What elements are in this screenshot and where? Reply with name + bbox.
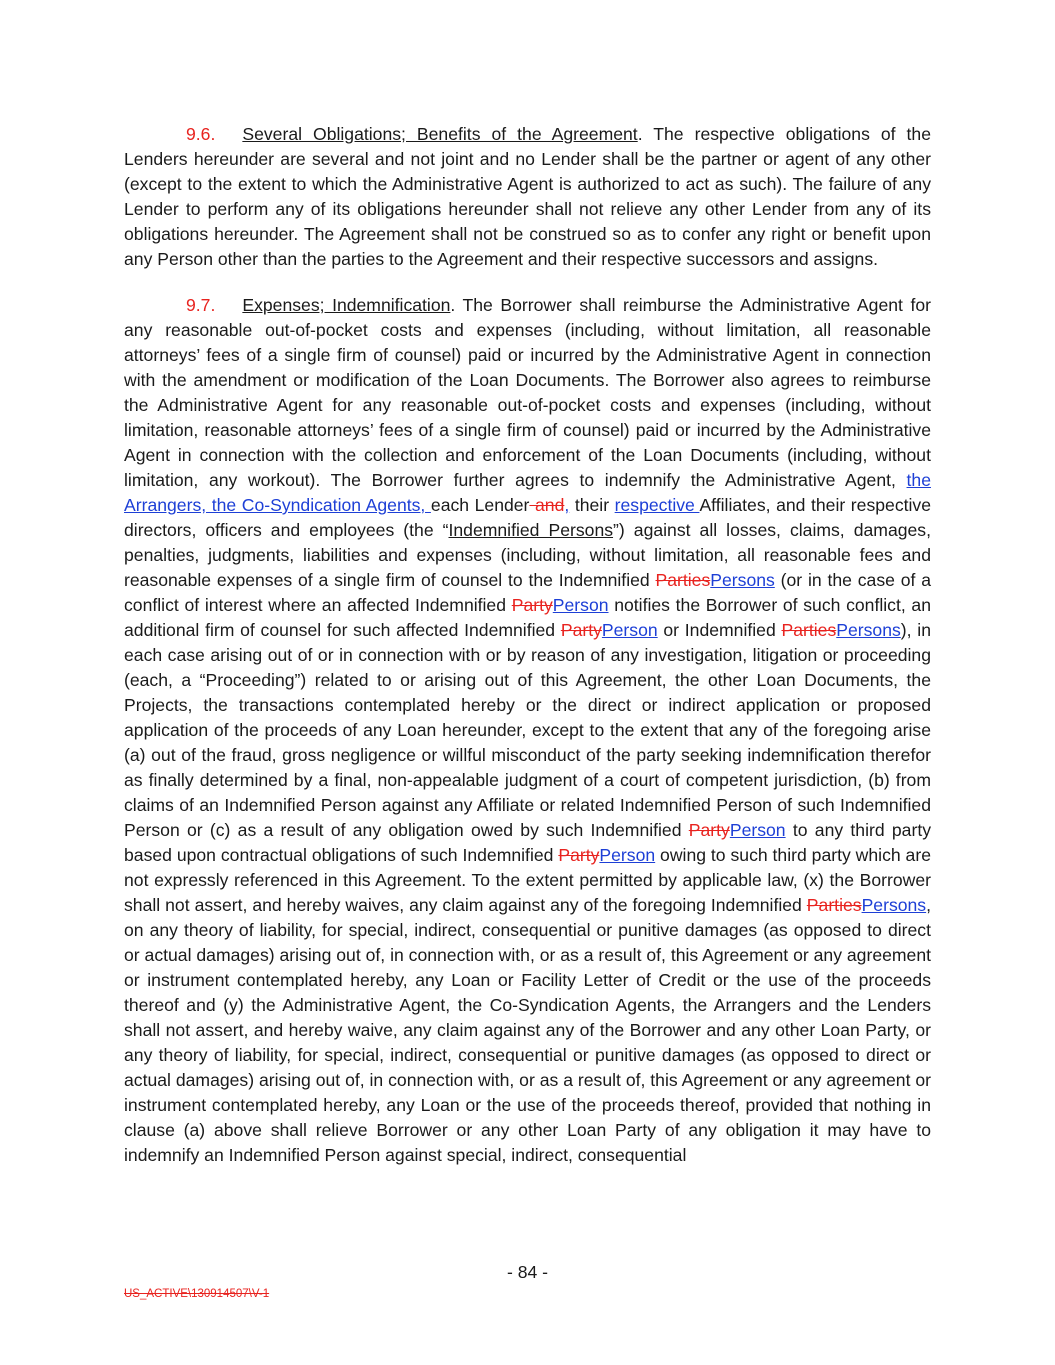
body-text: to any third party based upon contractual obligations of such Indemnified [124,820,931,865]
deleted-text: Party [688,820,730,840]
deleted-text: Party [511,595,553,615]
section-heading: Expenses; Indemnification [242,295,451,315]
inserted-text: Person [599,845,656,865]
document-id: US_ACTIVE\130914507\V-1 [124,1288,270,1300]
deleted-text: Party [558,845,600,865]
body-text: ”) against all losses, claims, damages, penalties, judgments, liabilities and expenses (including, without limitation, all reasonable fees and reasonable expenses of a single firm of counsel to the Indemnified [124,520,931,590]
inserted-text: respective [614,495,700,515]
page-number: - 84 - [506,1262,549,1282]
inserted-text: Persons [710,570,775,590]
body-text: ), in each case arising out of or in connection with or by reason of any investigation, litigation or proceeding (each, a “Proceeding”) related to or arising out of this Agreement, the other Loan Documents, the Projects, the transactions contemplated hereby or the direct or indirect application or proposed application of the proceeds of any Loan hereunder, except to the extent that any of the foregoing arise (a) out of the fraud, gross negligence or willful misconduct of the party seeking indemnification therefor as finally determined by a final, non-appealable judgment of a court of competent jurisdiction, (b) from claims of an Indemnified Person against any Affiliate or related Indemnified Person of such Indemnified Person or (c) as a result of any obligation owed by such Indemnified [124,620,931,840]
deleted-text: Parties [781,620,837,640]
deleted-text: Parties [806,895,862,915]
section-heading: Several Obligations; Benefits of the Agreement [242,124,638,144]
inserted-text: Persons [861,895,927,915]
deleted-text: Parties [655,570,711,590]
body-text: owing to such third party which are not expressly referenced in this Agreement. To the extent permitted by applicable law, (x) the Borrower shall not assert, and hereby waives, any claim against any of the foregoing Indemnified [124,845,931,915]
body-text: each Lender [430,495,530,515]
document-page [124,122,931,1189]
deleted-text: and [529,495,565,515]
section-body: . The respective obligations of the Lenders hereunder are several and not joint and no Lender shall be the partner or agent of any other (except to the extent to which the Administrative Agent is authorized to act as such). The failure of any Lender to perform any of its obligations hereunder shall not relieve any other Lender from any of its obligations hereunder. The Agreement shall not be construed so as to confer any right or benefit upon any Person other than the parties to the Agreement and their respective successors and assigns. [124,124,932,269]
inserted-text: Person [601,620,658,640]
body-text: or Indemnified [657,620,782,640]
section-number: 9.6. [186,124,216,144]
body-text: . The Borrower shall reimburse the Administrative Agent for any reasonable out-of-pocket costs and expenses (including, without limitation, all reasonable attorneys’ fees of a single firm of counsel) paid or incurred by the Administrative Agent in connection with the amendment or modification of the Loan Documents. The Borrower also agrees to reimburse the Administrative Agent for any reasonable out-of-pocket costs and expenses (including, without limitation, reasonable attorneys’ fees of a single firm of counsel) paid or incurred by the Administrative Agent in connection with the collection and enforcement of the Loan Documents (including, without limitation, any workout). The Borrower further agrees to indemnify the Administrative Agent, [124,295,931,490]
section-9-6 [124,122,931,272]
inserted-text: Person [552,595,609,615]
body-text: their [569,495,615,515]
body-text: , on any theory of liability, for special, indirect, consequential or punitive damages (as opposed to direct or actual damages) arising out of, in connection with, or as a result of, this Agreement or any agreement or instrument contemplated hereby, any Loan or Facility Letter of Credit or the use of the proceeds thereof and (y) the Administrative Agent, the Co-Syndication Agents, the Arrangers and the Lenders shall not assert, and hereby waive, any claim against any of the Borrower and any other Loan Party, or any theory of liability, for special, indirect, consequential or punitive damages (as opposed to direct or actual damages) arising out of, in connection with, or as a result of, this Agreement or any agreement or instrument contemplated hereby, any Loan or the use of the proceeds thereof, provided that nothing in clause (a) above shall relieve Borrower or any other Loan Party of any obligation it may have to indemnify an Indemnified Person against special, indirect, consequential [124,895,931,1165]
inserted-text: the Arrangers, the Co-Syndication Agents, [124,470,931,515]
inserted-text: Person [729,820,786,840]
section-number: 9.7. [186,295,216,315]
section-9-7 [124,293,931,1168]
body-text: (or in the case of a conflict of interest where an affected Indemnified [124,570,931,615]
defined-term: Indemnified Persons [448,520,614,540]
inserted-text: , [564,495,570,515]
deleted-text: Party [560,620,602,640]
inserted-text: Persons [836,620,901,640]
body-text: notifies the Borrower of such conflict, an additional firm of counsel for such affected Indemnified [124,595,931,640]
body-text: Affiliates, and their respective directors, officers and employees (the “ [124,495,931,540]
